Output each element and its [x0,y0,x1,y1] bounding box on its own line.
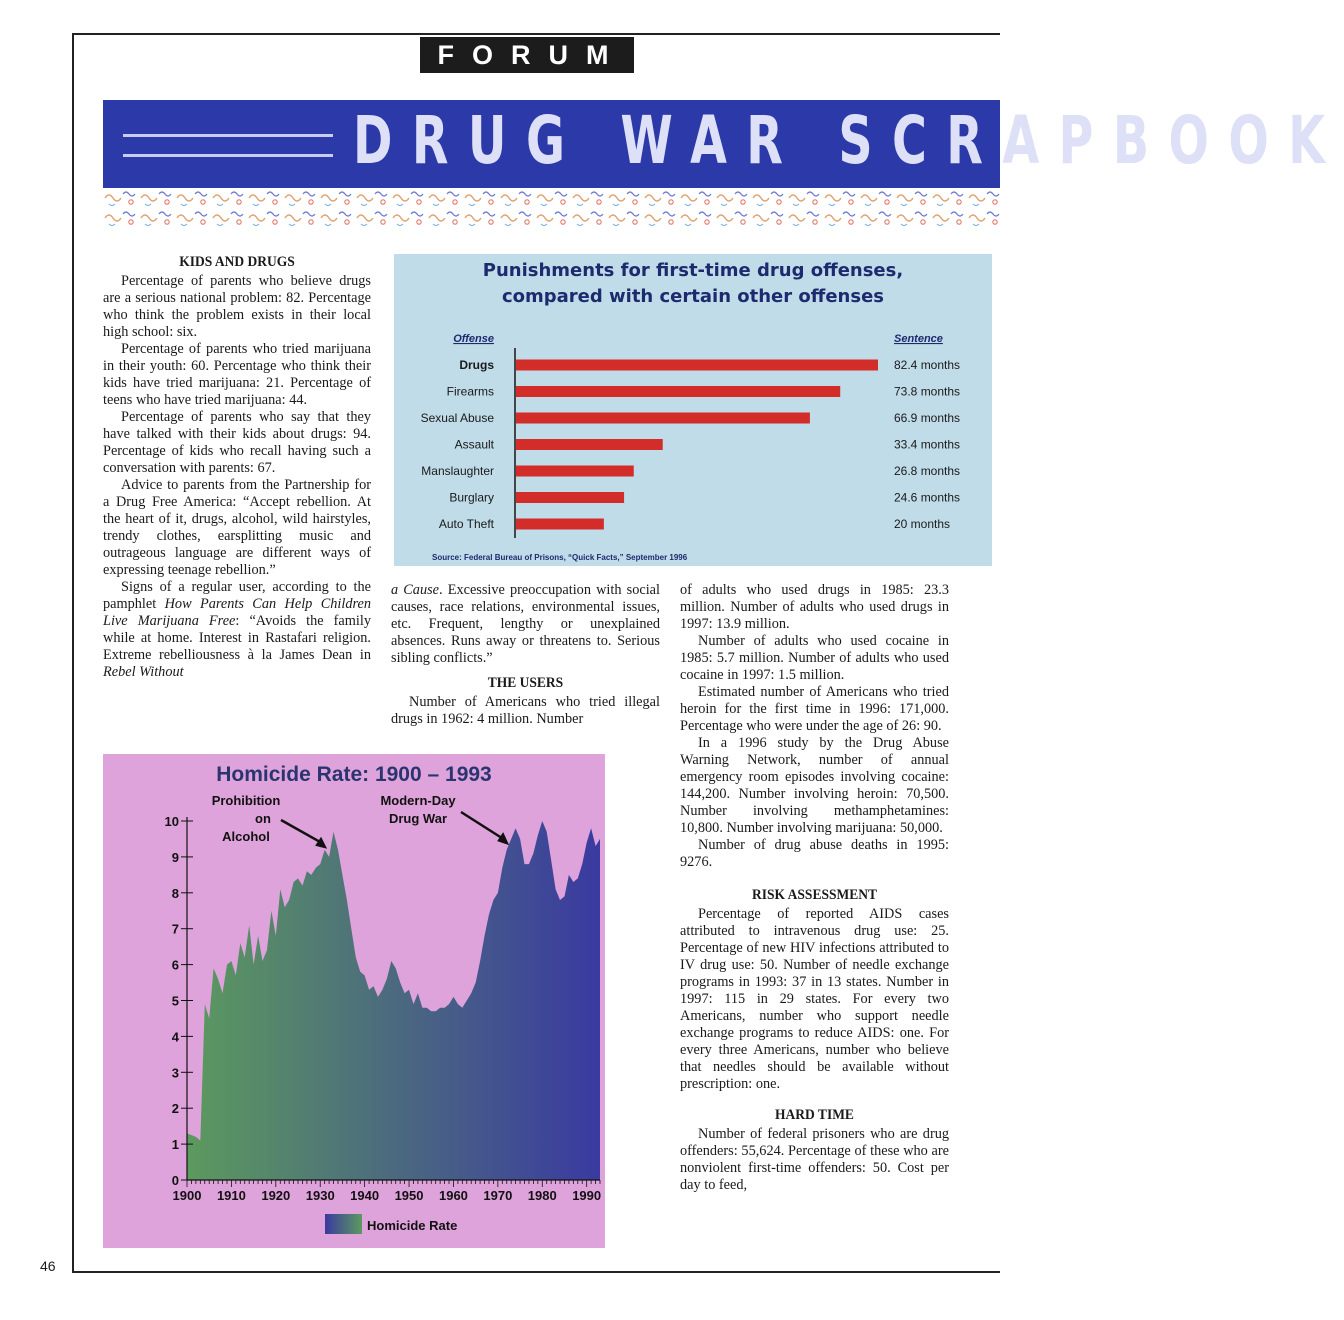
value-label: 82.4 months [894,358,961,372]
chart-title: Homicide Rate: 1900 – 1993 [216,763,492,786]
x-tick-label: 1920 [261,1188,291,1203]
column-left [103,254,371,681]
banner-rule [123,134,333,137]
category-header: Offense [453,333,494,345]
x-tick-label: 1970 [483,1188,513,1203]
x-tick-label: 1910 [216,1188,246,1203]
heading-the-users: THE USERS [487,675,564,691]
bar-assault [516,439,663,450]
page-frame-top [72,33,1000,35]
bar-auto-theft [516,519,604,530]
annotation-prohibition: Alcohol [222,829,270,844]
category-label: Manslaughter [421,464,494,478]
value-label: 73.8 months [894,384,961,399]
x-tick-label: 1980 [527,1188,557,1203]
y-tick-label: 4 [171,1029,179,1045]
arrowhead-icon [497,832,509,845]
column-right [680,582,949,1194]
paragraph [391,582,660,667]
y-tick-label: 5 [171,993,179,1009]
homicide-rate-area [187,821,600,1180]
value-label: 26.8 months [894,464,961,478]
chart-title: compared with certain other offenses [501,286,885,307]
x-tick-label: 1990 [572,1188,602,1203]
category-label: Sexual Abuse [420,411,494,425]
text-span: Signs of a regular user, according to the pamphlet [103,579,371,612]
annotation-arrow [461,812,505,840]
section-label: FORUM [420,37,634,73]
value-label: 66.9 months [894,411,961,425]
homicide-chart [103,754,605,1248]
decorative-pattern [103,188,1000,228]
paragraph: Percentage of parents who believe drugs are a serious national problem: 82. Percentage who think the problem exists in their local high school: six. [103,273,371,340]
y-tick-label: 2 [171,1101,179,1117]
arrowhead-icon [315,837,327,849]
annotation-arrow [281,820,323,844]
page-frame-left [72,33,74,1273]
pamphlet-title: How Parents Can Help Children Live Marijuana Free [103,596,371,629]
category-label: Drugs [459,358,494,372]
annotation-prohibition: Prohibition [211,793,281,808]
y-tick-label: 3 [171,1065,179,1081]
heading-kids-and-drugs: KIDS AND DRUGS [179,254,295,270]
heading-hard-time: HARD TIME [775,1107,854,1123]
legend-label: Homicide Rate [367,1218,458,1233]
paragraph: Percentage of reported AIDS cases attributed to intravenous drug use: 25. Percentage of new HIV infections attributed to IV drug use: 50. Number of needle exchange programs in 1993: 37 in 13 states. Number in 1997: 115 in 29 states. For every two Americans, number who support needle exchange programs to reduce AIDS: one. For every three Americans, number who believe that needles should be available without prescription: one. [680,906,949,1092]
y-tick-label: 7 [171,921,179,937]
movie-title: Rebel Without [103,664,184,680]
homicide-area-chart [103,754,605,1248]
value-header: Sentence [894,333,943,345]
y-tick-label: 10 [164,814,179,829]
value-label: 33.4 months [894,437,961,452]
page-number: 46 [40,1258,56,1274]
legend-swatch [325,1214,362,1234]
title-banner [103,100,1344,188]
paragraph: Number of Americans who tried illegal drugs in 1962: 4 million. Number [391,694,660,727]
y-tick-label: 6 [171,957,179,973]
text-span: . Excessive preoccupation with social causes, race relations, environmental issues, etc. Frequent, lengthy or unexplained absences. Runs away or threatens to. Serious sibling conflicts.” [391,582,660,666]
annotation-drug-war: Modern-Day [380,793,456,808]
paragraph: Percentage of parents who say that they have talked with their kids about drugs: 94. Percentage of kids who recall having such a conversation with parents: 67. [103,409,371,476]
chart-source: Source: Federal Bureau of Prisons, “Quick Facts,” September 1996 [432,553,688,562]
banner-rule [123,154,333,157]
value-label: 20 months [894,517,951,531]
category-label: Firearms [446,384,494,399]
category-label: Assault [454,437,494,452]
paragraph: Percentage of parents who tried marijuana in their youth: 60. Percentage who think their kids have tried marijuana: 21. Percentage of teens who have tried marijuana: 44. [103,341,371,408]
y-tick-label: 0 [171,1173,179,1188]
bar-manslaughter [516,466,634,477]
category-label: Burglary [449,490,494,505]
x-tick-label: 1940 [350,1188,380,1203]
y-tick-label: 9 [171,849,179,865]
y-tick-label: 1 [171,1137,179,1153]
paragraph: Number of federal prisoners who are drug offenders: 55,624. Percentage of these who are nonviolent first-time offenders: 50. Cost per day to feed, [680,1126,949,1193]
paragraph: Estimated number of Americans who tried heroin for the first time in 1996: 171,000. Percentage who were under the age of 26: 90. [680,684,949,734]
annotation-prohibition: on [255,811,271,826]
annotation-drug-war: Drug War [388,811,448,826]
bar-drugs [516,360,878,371]
page-title: DRUG WAR SCRAPBOOK [353,102,1344,179]
paragraph: Number of drug abuse deaths in 1995: 9276. [680,837,949,870]
paragraph [103,579,371,681]
movie-title: a Cause [391,582,440,598]
paragraph: of adults who used drugs in 1985: 23.3 million. Number of adults who used drugs in 1997: 13.9 million. [680,582,949,632]
punishments-chart [394,254,992,566]
y-tick-label: 8 [171,885,179,901]
x-tick-label: 1950 [394,1188,424,1203]
category-label: Auto Theft [438,517,494,531]
chart-title: Punishments for first-time drug offenses, [482,260,904,281]
value-label: 24.6 months [894,490,961,505]
column-middle [391,582,660,728]
paragraph: In a 1996 study by the Drug Abuse Warning Network, number of annual emergency room episodes involving cocaine: 144,200. Number involving heroin: 70,500. Number involving methamphetamines: 10,800. Number involving marijuana: 50,000. [680,735,949,836]
x-tick-label: 1900 [172,1188,202,1203]
paragraph: Number of adults who used cocaine in 1985: 5.7 million. Number of adults who used cocaine in 1997: 1.5 million. [680,633,949,683]
paragraph: Advice to parents from the Partnership for a Drug Free America: “Accept rebellion. At the heart of it, drugs, alcohol, wild hairstyles, trendy clothes, earsplitting music and outrageous language are different ways of expressing teenage rebellion.” [103,477,371,578]
x-tick-label: 1960 [438,1188,468,1203]
x-tick-label: 1930 [305,1188,335,1203]
heading-risk-assessment: RISK ASSESSMENT [752,887,877,903]
page-frame-bottom [72,1271,1000,1273]
text-span: : “Avoids the family while at home. Interest in Rastafari religion. Extreme rebelliousness à la James Dean in [103,613,371,663]
bar-sexual-abuse [516,413,810,424]
bar-burglary [516,492,624,503]
bar-firearms [516,386,840,397]
